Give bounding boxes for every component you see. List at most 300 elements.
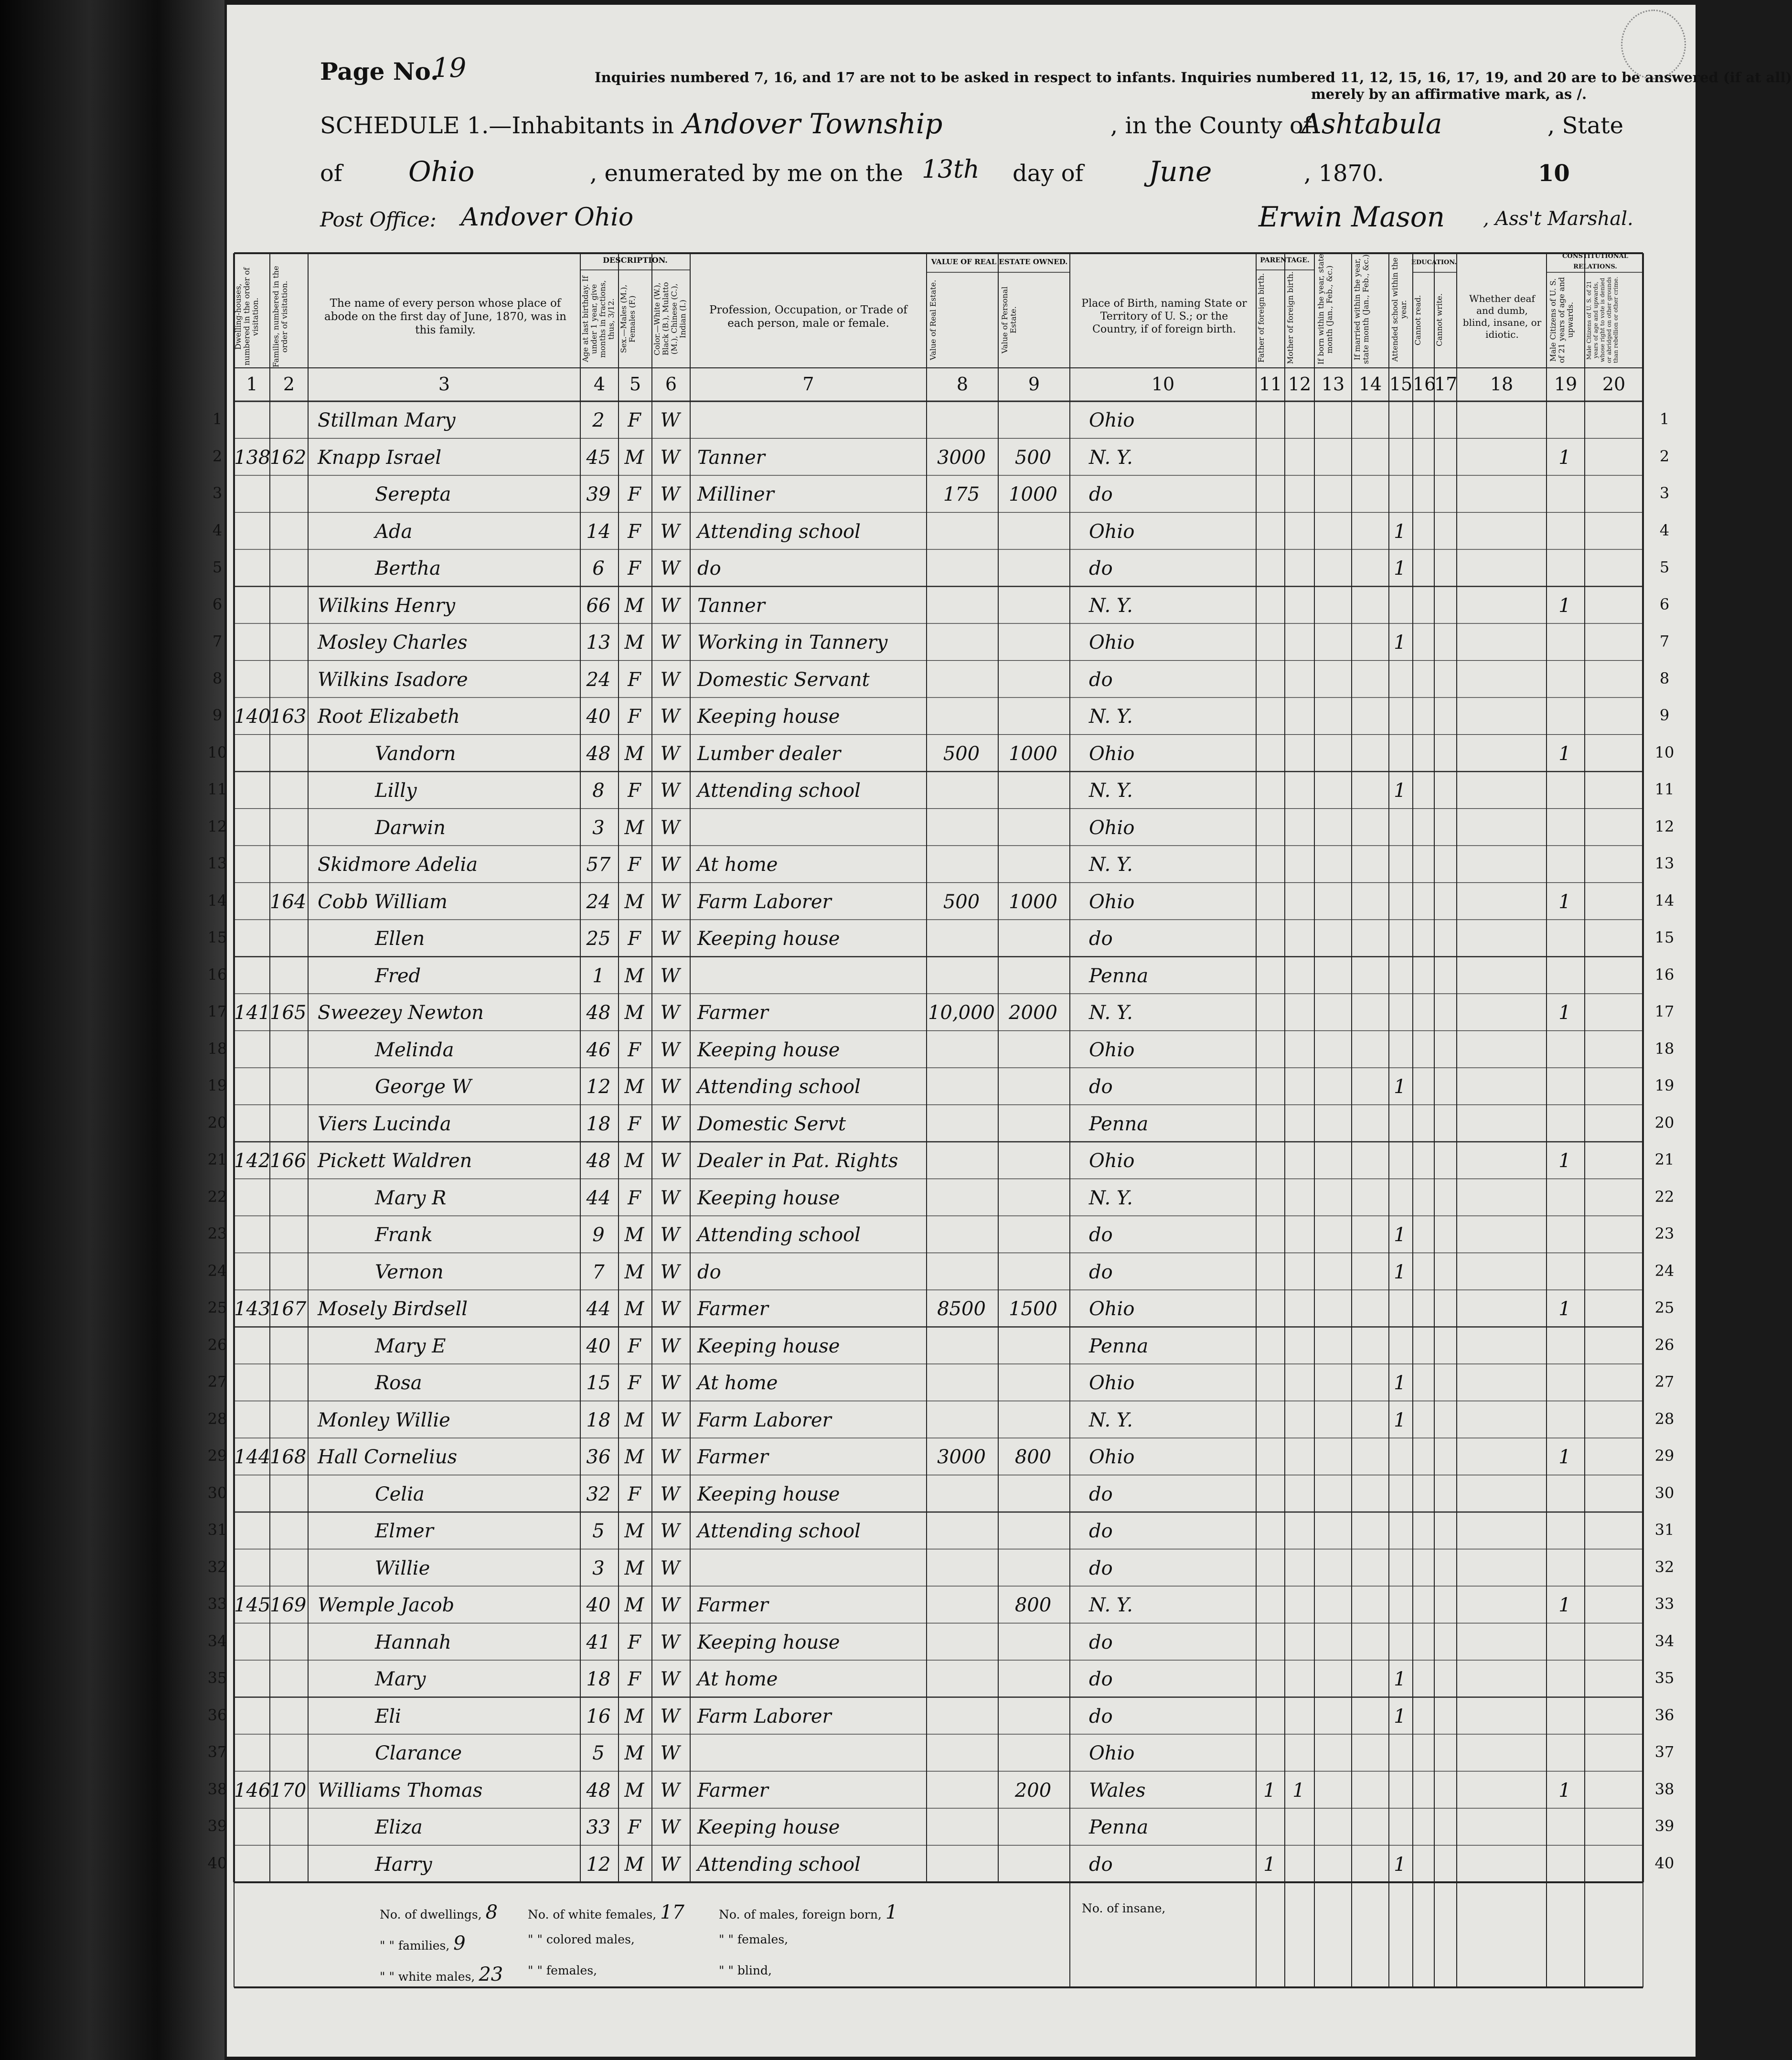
line-number-right: 35 xyxy=(1654,1669,1675,1687)
cell-age: 5 xyxy=(592,1520,605,1542)
cell-age: 40 xyxy=(586,1594,611,1616)
cell-sex: F xyxy=(628,668,641,691)
line-number-left: 29 xyxy=(207,1447,227,1465)
cell-sex: M xyxy=(624,1742,644,1764)
line-number-left: 28 xyxy=(207,1409,227,1428)
line-number-right: 3 xyxy=(1659,484,1670,502)
cell-re: 8500 xyxy=(937,1298,986,1320)
cell-re: 3000 xyxy=(937,446,986,469)
footer-white-males: " " white males, 23 xyxy=(380,1963,503,1985)
column-number: 17 xyxy=(1434,374,1458,395)
cell-sex: M xyxy=(624,891,644,913)
cell-color: W xyxy=(660,891,680,913)
cell-color: W xyxy=(660,1520,680,1542)
cell-name: Darwin xyxy=(375,816,446,839)
cell-birth: Ohio xyxy=(1089,409,1135,431)
header-sex: Sex.—Males (M.), Females (F.) xyxy=(619,284,637,354)
cell-age: 5 xyxy=(592,1742,605,1764)
cell-birth: Ohio xyxy=(1089,1742,1135,1764)
line-number-right: 25 xyxy=(1654,1298,1675,1317)
cell-age: 1 xyxy=(592,965,605,987)
line-number-left: 14 xyxy=(207,891,227,910)
cell-age: 18 xyxy=(586,1113,611,1135)
cell-color: W xyxy=(660,558,680,579)
cell-name: Wilkins Henry xyxy=(318,594,456,617)
header-cannot-write: Cannot write. xyxy=(1435,293,1444,347)
cell-birth: Ohio xyxy=(1089,816,1135,839)
cell-birth: do xyxy=(1089,1668,1113,1690)
line-number-right: 9 xyxy=(1659,706,1670,724)
footer-white-females-value: 17 xyxy=(660,1901,684,1923)
cell-fam: 163 xyxy=(270,706,307,728)
cell-name: Celia xyxy=(375,1483,425,1505)
cell-occ: Attending school xyxy=(697,1224,861,1246)
cell-fam: 162 xyxy=(270,446,307,469)
county: Ashtabula xyxy=(1301,107,1442,140)
footer-white-males-value: 23 xyxy=(479,1963,503,1985)
enumeration-day: 13th xyxy=(922,155,980,184)
line-number-left: 34 xyxy=(207,1631,227,1650)
column-number: 15 xyxy=(1389,374,1413,395)
cell-color: W xyxy=(660,409,680,431)
header-mother-foreign: Mother of foreign birth. xyxy=(1286,271,1295,364)
cell-age: 24 xyxy=(586,668,611,691)
line-number-left: 11 xyxy=(207,780,227,798)
cell-age: 18 xyxy=(586,1409,611,1431)
cell-sex: F xyxy=(628,780,641,802)
cell-birth: do xyxy=(1089,1853,1113,1876)
cell-color: W xyxy=(660,1409,680,1431)
cell-birth: do xyxy=(1089,1705,1113,1727)
cell-occ: Farmer xyxy=(697,1298,768,1320)
line-number-right: 8 xyxy=(1659,669,1670,687)
line-number-right: 14 xyxy=(1654,891,1675,910)
schedule-label: SCHEDULE 1.—Inhabitants in xyxy=(320,112,674,139)
cell-occ: Keeping house xyxy=(697,706,840,728)
cell-birth: Penna xyxy=(1089,1335,1149,1357)
footer-females-2: " " females, xyxy=(528,1963,597,1977)
footer-blind: " " blind, xyxy=(719,1963,772,1977)
cell-age: 9 xyxy=(592,1224,605,1246)
line-number-left: 20 xyxy=(207,1113,227,1132)
cell-color: W xyxy=(660,1113,680,1135)
cell-cit: 1 xyxy=(1558,1446,1571,1468)
line-number-right: 13 xyxy=(1654,854,1675,872)
cell-birth: Ohio xyxy=(1089,1298,1135,1320)
cell-mo: 1 xyxy=(1292,1779,1305,1802)
line-number-right: 39 xyxy=(1654,1817,1675,1835)
cell-occ: Attending school xyxy=(697,1076,861,1098)
cell-color: W xyxy=(660,1335,680,1357)
cell-fam: 165 xyxy=(270,1002,307,1024)
cell-color: W xyxy=(660,1705,680,1727)
line-number-left: 8 xyxy=(212,669,223,687)
cell-occ: Milliner xyxy=(697,483,774,505)
cell-color: W xyxy=(660,1816,680,1838)
line-number-left: 39 xyxy=(207,1817,227,1835)
cell-color: W xyxy=(660,1779,680,1802)
header-father-foreign: Father of foreign birth. xyxy=(1257,273,1266,363)
line-number-left: 18 xyxy=(207,1039,227,1058)
cell-birth: N. Y. xyxy=(1089,1002,1133,1024)
line-number-left: 27 xyxy=(207,1373,227,1391)
cell-occ: Keeping house xyxy=(697,1816,840,1838)
column-number: 8 xyxy=(956,374,969,395)
cell-name: Mary R xyxy=(375,1187,447,1209)
cell-occ: Farmer xyxy=(697,1779,768,1802)
cell-sex: M xyxy=(624,1409,644,1431)
cell-birth: N. Y. xyxy=(1089,780,1133,802)
cell-age: 7 xyxy=(592,1261,605,1283)
cell-name: Root Elizabeth xyxy=(318,706,460,728)
cell-pe: 500 xyxy=(1014,446,1052,469)
cell-color: W xyxy=(660,446,680,469)
line-number-left: 13 xyxy=(207,854,227,872)
line-number-right: 2 xyxy=(1659,447,1670,465)
state-label: , State xyxy=(1547,112,1623,139)
footer-foreign-males: No. of males, foreign born, 1 xyxy=(719,1901,898,1923)
cell-sex: M xyxy=(624,1779,644,1802)
header-constitutional: CONSTITUTIONAL RELATIONS. xyxy=(1562,252,1628,270)
line-number-left: 5 xyxy=(212,558,223,576)
cell-cit: 1 xyxy=(1558,742,1571,765)
cell-birth: N. Y. xyxy=(1089,594,1133,617)
column-number: 14 xyxy=(1358,374,1382,395)
cell-school: 1 xyxy=(1394,1409,1406,1431)
column-number: 3 xyxy=(438,374,450,395)
line-number-left: 15 xyxy=(207,928,227,946)
column-number: 16 xyxy=(1413,374,1436,395)
cell-school: 1 xyxy=(1394,1261,1406,1283)
header-cannot-read: Cannot read. xyxy=(1413,295,1422,345)
line-number-right: 28 xyxy=(1654,1409,1675,1428)
line-number-right: 38 xyxy=(1654,1780,1675,1798)
cell-sex: M xyxy=(624,446,644,469)
cell-name: Vernon xyxy=(375,1261,444,1283)
line-number-right: 37 xyxy=(1654,1743,1675,1761)
footer-dwellings: No. of dwellings, 8 xyxy=(380,1901,498,1923)
cell-age: 14 xyxy=(586,520,611,543)
line-number-left: 38 xyxy=(207,1780,227,1798)
cell-sex: F xyxy=(628,928,641,950)
cell-dw: 145 xyxy=(234,1594,271,1616)
cell-age: 44 xyxy=(586,1187,611,1209)
cell-fam: 164 xyxy=(270,891,307,913)
cell-occ: Attending school xyxy=(697,1520,861,1542)
line-number-right: 30 xyxy=(1654,1483,1675,1502)
cell-re: 10,000 xyxy=(928,1002,995,1024)
line-number-left: 1 xyxy=(212,410,223,428)
cell-birth: N. Y. xyxy=(1089,854,1133,876)
cell-birth: N. Y. xyxy=(1089,1409,1133,1431)
footer-families-value: 9 xyxy=(453,1932,466,1954)
cell-school: 1 xyxy=(1394,632,1406,654)
cell-sex: M xyxy=(624,594,644,617)
cell-sex: M xyxy=(624,1853,644,1876)
cell-occ: Attending school xyxy=(697,1853,861,1876)
cell-birth: do xyxy=(1089,483,1113,505)
column-number: 12 xyxy=(1288,374,1312,395)
enumeration-month: June xyxy=(1149,155,1212,188)
header-description: DESCRIPTION. xyxy=(603,256,668,265)
cell-name: Eliza xyxy=(375,1816,423,1838)
cell-birth: do xyxy=(1089,1224,1113,1246)
cell-re: 500 xyxy=(943,742,980,765)
footer-families: " " families, 9 xyxy=(380,1932,466,1954)
cell-occ: Tanner xyxy=(697,594,765,617)
cell-cit: 1 xyxy=(1558,1002,1571,1024)
cell-color: W xyxy=(660,520,680,543)
cell-school: 1 xyxy=(1394,1705,1406,1727)
cell-name: Bertha xyxy=(375,558,441,579)
cell-color: W xyxy=(660,1224,680,1246)
header-value-personal: Value of Personal Estate. xyxy=(1000,286,1018,354)
state: Ohio xyxy=(408,155,475,188)
cell-name: Viers Lucinda xyxy=(318,1113,451,1135)
cell-name: Lilly xyxy=(375,780,417,802)
cell-fa: 1 xyxy=(1263,1779,1276,1802)
page-label: Page No. xyxy=(320,57,439,86)
line-number-left: 24 xyxy=(207,1261,227,1280)
cell-color: W xyxy=(660,1187,680,1209)
cell-color: W xyxy=(660,780,680,802)
cell-age: 25 xyxy=(586,928,611,950)
cell-dw: 138 xyxy=(234,446,271,469)
cell-name: Wilkins Isadore xyxy=(318,668,468,691)
column-number: 5 xyxy=(629,374,641,395)
cell-name: Mosely Birdsell xyxy=(318,1298,468,1320)
line-number-left: 9 xyxy=(212,706,223,724)
footer-dwellings-value: 8 xyxy=(485,1901,498,1923)
line-number-left: 3 xyxy=(212,484,223,502)
cell-age: 15 xyxy=(586,1372,611,1394)
cell-dw: 146 xyxy=(234,1779,271,1802)
cell-occ: At home xyxy=(697,854,778,876)
cell-age: 39 xyxy=(586,483,611,505)
line-number-right: 26 xyxy=(1654,1335,1675,1354)
cell-birth: Penna xyxy=(1089,965,1149,987)
cell-cit: 1 xyxy=(1558,1298,1571,1320)
cell-cit: 1 xyxy=(1558,891,1571,913)
year-label: , 1870. xyxy=(1304,160,1384,187)
cell-color: W xyxy=(660,1557,680,1579)
cell-sex: F xyxy=(628,706,641,728)
line-number-right: 5 xyxy=(1659,558,1670,576)
cell-birth: Ohio xyxy=(1089,520,1135,543)
column-number: 2 xyxy=(283,374,295,395)
sheet-number: 10 xyxy=(1538,160,1570,187)
cell-pe: 200 xyxy=(1014,1779,1052,1802)
cell-occ: do xyxy=(697,558,721,579)
line-number-right: 29 xyxy=(1654,1447,1675,1465)
cell-occ: Keeping house xyxy=(697,1039,840,1061)
cell-age: 44 xyxy=(586,1298,611,1320)
cell-sex: F xyxy=(628,1187,641,1209)
cell-occ: Domestic Servt xyxy=(697,1113,846,1135)
cell-birth: N. Y. xyxy=(1089,706,1133,728)
column-number: 4 xyxy=(593,374,606,395)
line-number-left: 35 xyxy=(207,1669,227,1687)
cell-re: 500 xyxy=(943,891,980,913)
cell-sex: M xyxy=(624,1557,644,1579)
header-married-month: If married within the year, state month (Jan., Feb., &c.) xyxy=(1353,254,1370,365)
line-number-right: 12 xyxy=(1654,817,1675,836)
line-number-right: 15 xyxy=(1654,928,1675,946)
cell-school: 1 xyxy=(1394,1224,1406,1246)
instructions-line-1: Inquiries numbered 7, 16, and 17 are not to be asked in respect to infants. Inquiries numbered 11, 12, 15, 16, 17, 19, and 20 are to be answered (if at all) xyxy=(595,69,1792,86)
header-value-real: Value of Real Estate. xyxy=(928,279,938,361)
cell-occ: At home xyxy=(697,1668,778,1690)
line-number-right: 36 xyxy=(1654,1706,1675,1724)
header-disability: Whether deaf and dumb, blind, insane, or idiotic. xyxy=(1462,292,1542,340)
cell-age: 41 xyxy=(586,1631,611,1653)
cell-birth: Ohio xyxy=(1089,1039,1135,1061)
cell-dw: 141 xyxy=(234,1002,271,1024)
cell-name: Eli xyxy=(375,1705,401,1727)
cell-occ: Keeping house xyxy=(697,1631,840,1653)
line-number-left: 10 xyxy=(207,743,227,762)
cell-cit: 1 xyxy=(1558,1150,1571,1172)
cell-occ: Keeping house xyxy=(697,1335,840,1357)
line-number-right: 18 xyxy=(1654,1039,1675,1058)
cell-age: 6 xyxy=(592,558,605,579)
post-office-label: Post Office: xyxy=(320,208,437,231)
cell-age: 45 xyxy=(586,446,611,469)
cell-name: Wemple Jacob xyxy=(318,1594,455,1616)
line-number-right: 32 xyxy=(1654,1557,1675,1576)
cell-cit: 1 xyxy=(1558,446,1571,469)
line-number-left: 22 xyxy=(207,1187,227,1206)
cell-name: Knapp Israel xyxy=(318,446,442,469)
cell-color: W xyxy=(660,668,680,691)
header-color: Color.—White (W.), Black (B.), Mulatto (M.), Chinese (C.), Indian (I.) xyxy=(652,282,687,356)
cell-occ: Domestic Servant xyxy=(697,668,870,691)
cell-name: Williams Thomas xyxy=(318,1779,483,1802)
cell-name: Mary xyxy=(375,1668,426,1690)
line-number-right: 21 xyxy=(1654,1150,1675,1169)
post-office: Andover Ohio xyxy=(461,203,634,232)
cell-name: Pickett Waldren xyxy=(318,1150,472,1172)
footer-insane: No. of insane, xyxy=(1082,1901,1166,1915)
line-number-left: 37 xyxy=(207,1743,227,1761)
cell-school: 1 xyxy=(1394,1668,1406,1690)
line-number-right: 6 xyxy=(1659,595,1670,613)
line-number-left: 4 xyxy=(212,521,223,539)
header-vote-denied: Male Citizens of U. S. of 21 years of age and upwards, whose right to vote is denied or abridged on other grounds than rebellion or other crime. xyxy=(1586,277,1619,364)
cell-age: 2 xyxy=(592,409,605,431)
cell-birth: Ohio xyxy=(1089,742,1135,765)
cell-sex: F xyxy=(628,520,641,543)
cell-age: 48 xyxy=(586,1779,611,1802)
cell-birth: do xyxy=(1089,558,1113,579)
header-attended-school: Attended school within the year. xyxy=(1390,257,1408,362)
cell-color: W xyxy=(660,1483,680,1505)
cell-name: Ada xyxy=(375,520,413,543)
line-number-left: 36 xyxy=(207,1706,227,1724)
marshal-label: , Ass't Marshal. xyxy=(1483,208,1633,230)
cell-sex: M xyxy=(624,1594,644,1616)
column-number: 13 xyxy=(1321,374,1345,395)
cell-name: Serepta xyxy=(375,483,451,505)
cell-sex: F xyxy=(628,1372,641,1394)
cell-sex: F xyxy=(628,1113,641,1135)
cell-sex: M xyxy=(624,742,644,765)
cell-birth: do xyxy=(1089,1520,1113,1542)
cell-birth: Ohio xyxy=(1089,891,1135,913)
footer-females: " " females, xyxy=(719,1932,789,1946)
line-number-left: 40 xyxy=(207,1854,227,1872)
cell-sex: M xyxy=(624,1076,644,1098)
cell-birth: Wales xyxy=(1089,1779,1146,1802)
cell-color: W xyxy=(660,706,680,728)
line-number-left: 12 xyxy=(207,817,227,836)
line-number-right: 40 xyxy=(1654,1854,1675,1872)
line-number-left: 17 xyxy=(207,1002,227,1020)
cell-sex: M xyxy=(624,632,644,654)
line-number-left: 26 xyxy=(207,1335,227,1354)
cell-age: 24 xyxy=(586,891,611,913)
of-label: of xyxy=(320,160,342,187)
line-number-right: 4 xyxy=(1659,521,1670,539)
cell-sex: F xyxy=(628,1816,641,1838)
cell-color: W xyxy=(660,594,680,617)
cell-name: Mosley Charles xyxy=(318,632,468,654)
column-number: 18 xyxy=(1490,374,1514,395)
cell-occ: Farmer xyxy=(697,1446,768,1468)
cell-age: 40 xyxy=(586,1335,611,1357)
cell-sex: F xyxy=(628,558,641,579)
cell-pe: 800 xyxy=(1014,1594,1052,1616)
line-number-left: 33 xyxy=(207,1595,227,1613)
cell-name: Frank xyxy=(375,1224,433,1246)
header-name: The name of every person whose place of abode on the first day of June, 1870, was in this family. xyxy=(324,297,566,336)
header-family: Families, numbered in the order of visitation. xyxy=(271,266,289,367)
cell-fam: 168 xyxy=(270,1446,307,1468)
cell-occ: Keeping house xyxy=(697,1483,840,1505)
cell-age: 12 xyxy=(586,1853,611,1876)
cell-color: W xyxy=(660,1742,680,1764)
cell-age: 40 xyxy=(586,706,611,728)
line-number-right: 24 xyxy=(1654,1261,1675,1280)
cell-re: 175 xyxy=(943,483,980,505)
cell-color: W xyxy=(660,1668,680,1690)
cell-color: W xyxy=(660,1002,680,1024)
cell-name: Mary E xyxy=(375,1335,446,1357)
cell-pe: 1500 xyxy=(1009,1298,1057,1320)
cell-fam: 166 xyxy=(270,1150,307,1172)
cell-birth: do xyxy=(1089,1076,1113,1098)
cell-name: Ellen xyxy=(375,928,425,950)
line-number-left: 2 xyxy=(212,447,223,465)
cell-birth: Ohio xyxy=(1089,1372,1135,1394)
cell-birth: do xyxy=(1089,668,1113,691)
cell-birth: N. Y. xyxy=(1089,1594,1133,1616)
header-real-estate: VALUE OF REAL ESTATE OWNED. xyxy=(931,257,1068,266)
cell-sex: F xyxy=(628,409,641,431)
cell-birth: N. Y. xyxy=(1089,1187,1133,1209)
line-number-right: 23 xyxy=(1654,1224,1675,1243)
marshal-signature: Erwin Mason xyxy=(1259,201,1445,233)
cell-occ: Lumber dealer xyxy=(697,742,841,765)
column-number: 6 xyxy=(665,374,677,395)
cell-school: 1 xyxy=(1394,1076,1406,1098)
line-number-right: 33 xyxy=(1654,1595,1675,1613)
cell-age: 33 xyxy=(586,1816,611,1838)
cell-sex: M xyxy=(624,965,644,987)
cell-age: 12 xyxy=(586,1076,611,1098)
cell-fa: 1 xyxy=(1263,1853,1276,1876)
cell-color: W xyxy=(660,632,680,654)
